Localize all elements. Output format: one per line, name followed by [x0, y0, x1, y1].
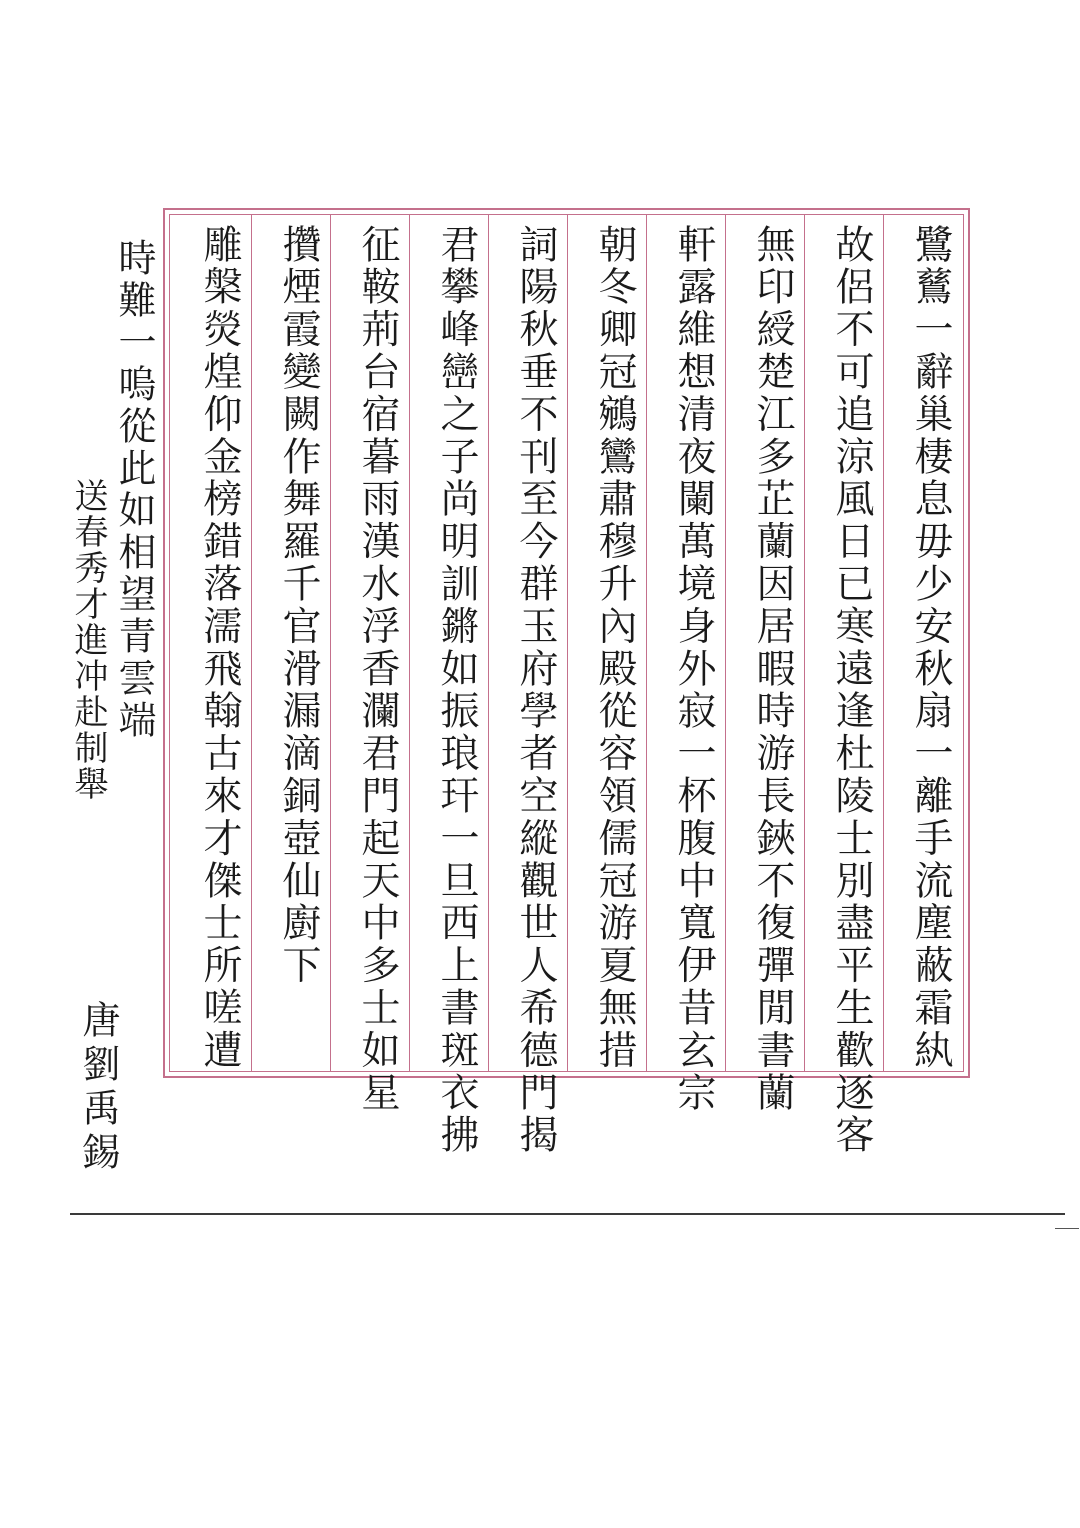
poem-column-5: 朝冬卿冠鵷鸞肅穆升內殿從容領儒冠游夏無措 [592, 224, 637, 1072]
poem-column-7: 君攀峰巒之子尚明訓鏘如振琅玕一旦西上書斑衣拂 [434, 224, 479, 1157]
edge-mark [1055, 1228, 1079, 1229]
column-rule [804, 214, 805, 1072]
column-rule [488, 214, 489, 1072]
afterword-line-1: 時難一嗚從此如相望青雲端 [112, 238, 156, 742]
column-rule [330, 214, 331, 1072]
poem-column-4: 軒露維想清夜闌萬境身外寂一杯腹中寬伊昔玄宗 [671, 224, 716, 1115]
poem-column-10: 雕槃熒煌仰金榜錯落濡飛翰古來才傑士所嗟遭 [197, 224, 242, 1072]
column-rule [725, 214, 726, 1072]
column-rule [409, 214, 410, 1072]
poem-column-2: 故侶不可追涼風日已寒遠逢杜陵士別盡平生歡逐客 [829, 224, 874, 1157]
poem-column-9: 攢煙霞變闕作舞羅千官滑漏滴銅壺仙廚下 [276, 224, 321, 988]
column-rule [646, 214, 647, 1072]
bottom-rule [70, 1213, 1065, 1215]
poem-column-1: 鷺鶿一辭巢棲息毋少安秋扇一離手流塵蔽霜紈 [908, 224, 953, 1072]
poem-column-6: 詞陽秋垂不刊至今群玉府學者空縱觀世人希德門揭 [513, 224, 558, 1157]
poem-column-3: 無印綬楚江多芷蘭因居暇時游長鋏不復彈閒書蘭 [750, 224, 795, 1115]
signature: 唐劉禹錫 [76, 1000, 120, 1176]
column-rule [567, 214, 568, 1072]
column-rule [883, 214, 884, 1072]
column-rule [251, 214, 252, 1072]
afterword-line-2: 送春秀才進冲赴制舉 [68, 478, 108, 802]
poem-column-8: 征鞍荊台宿暮雨漢水浮香瀾君門起天中多士如星 [355, 224, 400, 1115]
